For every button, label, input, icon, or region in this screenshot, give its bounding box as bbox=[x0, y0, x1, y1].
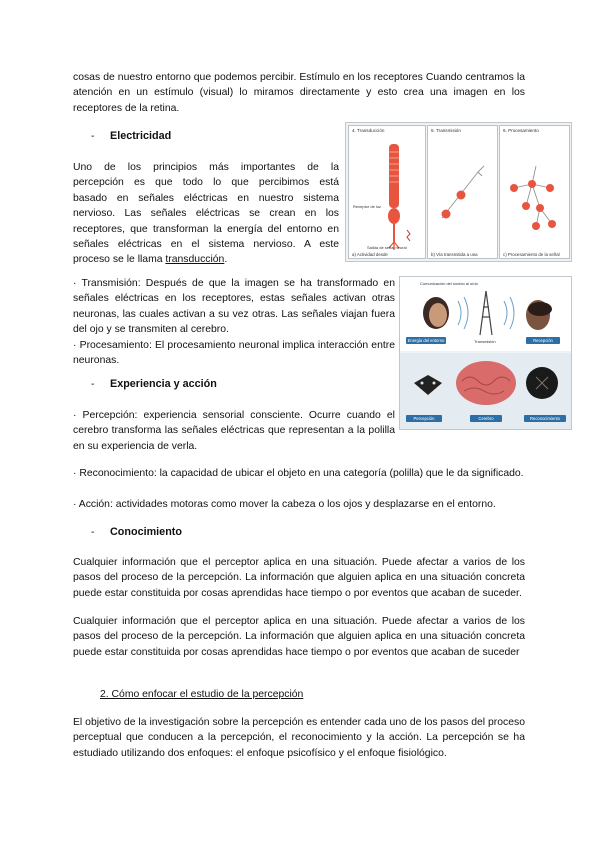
electricidad-line: percepción es que todo lo que percibimos está bbox=[73, 177, 339, 189]
accion-paragraph: · Acción: actividades motoras como mover la cabeza o los ojos y desplazarse en el entorno. bbox=[73, 499, 496, 510]
signal-label: Salida de señal neural bbox=[367, 245, 407, 250]
bullet-dash: - bbox=[91, 379, 95, 390]
tag-reconocimiento: Reconocimiento bbox=[524, 415, 566, 422]
fig2-bottom bbox=[400, 353, 571, 429]
text-span: . bbox=[224, 254, 228, 266]
electricidad-line: basado en señales eléctricas en nuestro sistema bbox=[73, 192, 339, 204]
tag-energia: Energía del entorno bbox=[407, 338, 445, 343]
tag-percepcion: Percepción bbox=[406, 415, 442, 422]
figure-comunicacion bbox=[399, 276, 572, 430]
transduccion-link[interactable]: transducción bbox=[165, 254, 225, 266]
panel-title: 5. Transmisión bbox=[431, 128, 461, 133]
electricidad-line: receptores, que transforman la energía del entorno en bbox=[73, 223, 339, 235]
panel-transduccion bbox=[348, 125, 426, 259]
figure-transduccion bbox=[345, 122, 572, 262]
processing-illustration bbox=[500, 126, 569, 258]
panel-caption: c) Procesamiento de la señal bbox=[503, 252, 560, 257]
panel-title: 4. Transducción bbox=[352, 128, 385, 133]
receptor-label: Receptor de luz bbox=[353, 204, 382, 209]
receptor-illustration bbox=[349, 126, 425, 258]
enfoque-paragraph: El objetivo de la investigación sobre la percepción es entender cada uno de los pasos del proceso perceptual que conducen a la percepción, el reconocimiento y la acción. La percepción se ha estudiado utilizando dos enfoques: el enfoque psicofísico y el enfoque fisiológico. bbox=[73, 717, 525, 759]
conocimiento-paragraph-2: Cualquier información que el perceptor aplica en una situación. Puede afectar a varios de los pasos del proceso de la percepción. La información que alguien aplica en una situación concreta puede estar constituida por cosas aprendidas hace tiempo o por eventos que acaban de suceder bbox=[73, 616, 525, 658]
panel-caption: b) Vía transmitida a una bbox=[431, 252, 478, 257]
electricidad-line: Uno de los principios más importantes de la bbox=[73, 162, 339, 173]
tag-recepcion: Recepción bbox=[526, 337, 560, 344]
panel-title: 6. Procesamiento bbox=[503, 128, 539, 133]
percepcion-paragraph: · Percepción: experiencia sensorial consciente. Ocurre cuando el cerebro transforma las señales eléctricas que representan a la polilla en su experiencia de verla. bbox=[73, 410, 395, 452]
bullet-dash: - bbox=[91, 131, 95, 142]
panel-transmision bbox=[427, 125, 498, 259]
transmission-illustration bbox=[428, 126, 497, 258]
tag-transmision: Transmisión bbox=[474, 339, 496, 344]
tag-cerebro: Cerebro bbox=[470, 415, 502, 422]
fig2-top bbox=[400, 277, 571, 351]
note-label: Comunicación del sonido al oído bbox=[420, 281, 478, 286]
text-span: proceso se le llama bbox=[73, 254, 166, 266]
heading-experiencia: Experiencia y acción bbox=[110, 378, 217, 390]
heading-electricidad: Electricidad bbox=[110, 130, 172, 142]
intro-paragraph: cosas de nuestro entorno que podemos percibir. Estímulo en los receptores Cuando centramos la atención en un estímulo (visual) lo miramos directamente y esto crea una imagen en los receptores de la retina. bbox=[73, 72, 525, 114]
conocimiento-paragraph-1: Cualquier información que el perceptor aplica en una situación. Puede afectar a varios de los pasos del proceso de la percepción. La información que alguien aplica en una situación concreta puede estar constituida por cosas aprendidas hace tiempo o por eventos que acaban de suceder. bbox=[73, 557, 525, 599]
heading-conocimiento: Conocimiento bbox=[110, 526, 182, 538]
electricidad-line: señales eléctricas en el sistema nervioso. A este bbox=[73, 239, 339, 250]
electricidad-line: nervioso. Las señales eléctricas se crean en los bbox=[73, 208, 339, 220]
panel-procesamiento bbox=[499, 125, 570, 259]
transmision-paragraph: · Transmisión: Después de que la imagen se ha transformado en señales eléctricas en los receptores, estas señales activan otras neuronas, las cuales activan a su vez otras. Las señales viajan fuera del ojo y se transmiten al cerebro. bbox=[73, 278, 395, 336]
bullet-dash: - bbox=[91, 527, 95, 538]
procesamiento-paragraph: · Procesamiento: El procesamiento neuronal implica interacción entre neuronas. bbox=[73, 339, 395, 366]
electricidad-line-last bbox=[73, 252, 339, 267]
heading-enfoque: 2. Cómo enfocar el estudio de la percepción bbox=[100, 689, 304, 700]
reconocimiento-paragraph: · Reconocimiento: la capacidad de ubicar el objeto en una categoría (polilla) que le da significado. bbox=[73, 468, 524, 479]
panel-caption: a) Actividad desde bbox=[352, 252, 388, 257]
